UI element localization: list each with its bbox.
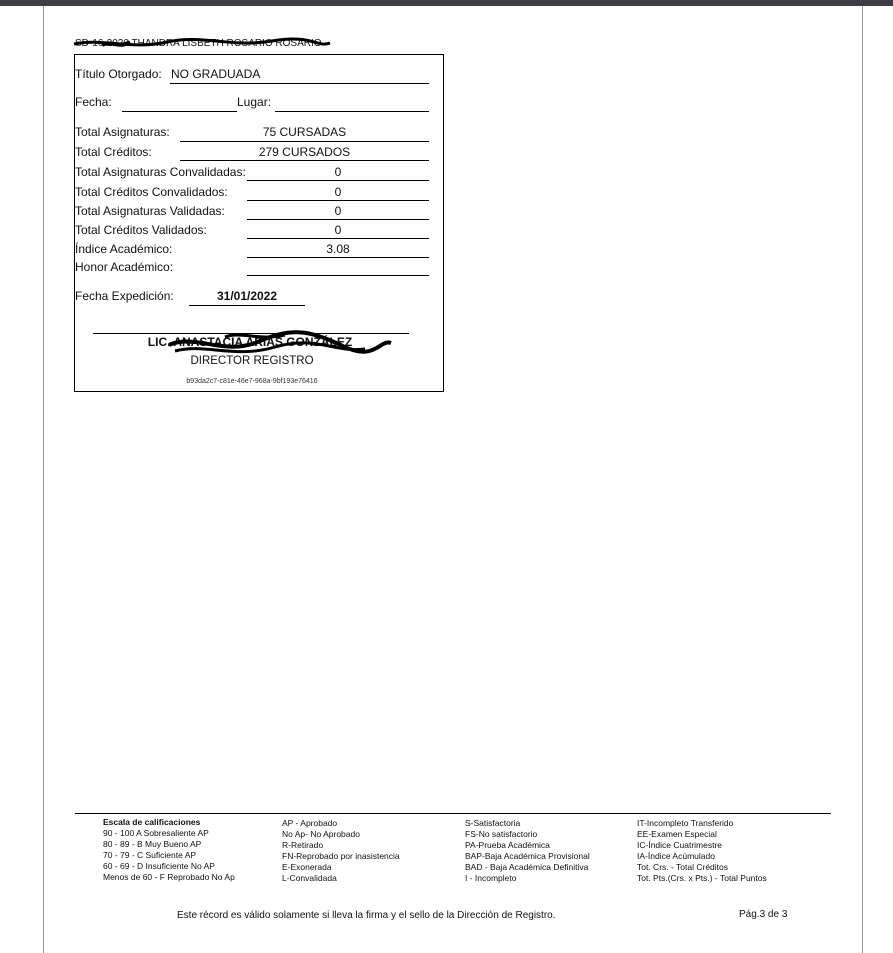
abbreviation-item: FS-No satisfactorio xyxy=(465,829,538,839)
asignaturas-convalidadas-value: 0 xyxy=(334,165,342,179)
fecha-expedicion-value: 31/01/2022 xyxy=(216,289,278,303)
abbreviation-item: E-Exonerada xyxy=(282,862,332,872)
creditos-convalidados-underline xyxy=(247,200,429,201)
abbreviation-item: No Ap- No Aprobado xyxy=(282,829,360,839)
abbreviation-item: AP - Aprobado xyxy=(282,818,338,828)
creditos-validados-underline xyxy=(247,238,429,239)
lugar-underline xyxy=(275,111,429,112)
abbreviation-item: L-Convalidada xyxy=(282,873,337,883)
abbreviation-item: IA-Índice Acúmulado xyxy=(637,851,715,861)
asignaturas-validadas-underline xyxy=(247,219,429,220)
abbreviation-item: Tot. Crs. - Total Créditos xyxy=(637,862,729,872)
creditos-convalidados-value: 0 xyxy=(334,185,342,199)
abbreviation-item: IT-Incompleto Transferido xyxy=(637,818,734,828)
abbreviation-item: EE-Examen Especial xyxy=(637,829,717,839)
titulo-value: NO GRADUADA xyxy=(171,67,261,81)
abbreviation-item: Tot. Pts.(Crs. x Pts.) - Total Puntos xyxy=(637,873,767,883)
student-id-name-line: SD-16-2020 THANDRA LISBETH ROSARIO ROSARIO xyxy=(75,38,322,49)
document-hash: b93da2c7-c81e-46e7-968a-9bf193e76416 xyxy=(186,378,318,385)
abbreviation-item: S-Satisfactoria xyxy=(465,818,521,828)
total-creditos-value: 279 CURSADOS xyxy=(258,145,351,159)
lugar-label: Lugar: xyxy=(237,95,272,109)
signer-title: DIRECTOR REGISTRO xyxy=(190,355,314,367)
fecha-expedicion-label: Fecha Expedición: xyxy=(75,289,174,303)
asignaturas-validadas-label: Total Asignaturas Validadas: xyxy=(75,204,225,218)
abbreviation-item: R-Retirado xyxy=(282,840,324,850)
abbreviation-item: BAP-Baja Académica Provisional xyxy=(465,851,590,861)
grading-scale-title: Escala de calificaciones xyxy=(103,817,201,827)
abbreviation-item: BAD - Baja Académica Definitiva xyxy=(465,862,589,872)
asignaturas-validadas-value: 0 xyxy=(334,204,342,218)
record-summary-box xyxy=(74,54,444,392)
validity-note: Este récord es válido solamente si lleva la firma y el sello de la Dirección de Registro. xyxy=(177,910,556,921)
grading-scale-item: Menos de 60 - F Reprobado No Ap xyxy=(103,872,235,882)
page-right-edge xyxy=(862,6,863,953)
creditos-validados-value: 0 xyxy=(334,223,342,237)
total-asignaturas-underline xyxy=(180,141,429,142)
signer-name: LIC. ANASTACIA ARIAS GONZÁLEZ xyxy=(147,335,353,349)
creditos-validados-label: Total Créditos Validados: xyxy=(75,223,207,237)
abbreviations-column-4 xyxy=(637,818,767,884)
abbreviations-column-2 xyxy=(282,818,400,884)
footer-divider xyxy=(75,813,831,814)
fecha-expedicion-underline xyxy=(189,305,305,306)
abbreviations-column-3 xyxy=(465,818,590,884)
total-asignaturas-value: 75 CURSADAS xyxy=(262,125,347,139)
page-number: Pág.3 de 3 xyxy=(739,909,788,920)
total-creditos-label: Total Créditos: xyxy=(75,145,152,159)
viewer-top-bar xyxy=(0,0,893,6)
total-creditos-underline xyxy=(180,160,429,161)
indice-academico-underline xyxy=(247,257,429,258)
abbreviation-item: PA-Prueba Académica xyxy=(465,840,550,850)
honor-academico-label: Honor Académico: xyxy=(75,260,174,274)
titulo-label: Título Otorgado: xyxy=(75,67,162,81)
grading-scale-item: 60 - 69 - D Insuficiente No AP xyxy=(103,861,215,871)
fecha-underline xyxy=(122,111,237,112)
creditos-convalidados-label: Total Créditos Convalidados: xyxy=(75,185,228,199)
grading-scale-item: 80 - 89 - B Muy Bueno AP xyxy=(103,839,202,849)
indice-academico-value: 3.08 xyxy=(326,242,350,256)
grading-scale-item: 90 - 100 A Sobresaliente AP xyxy=(103,828,209,838)
total-asignaturas-label: Total Asignaturas: xyxy=(75,125,170,139)
abbreviation-item: IC-Índice Cuatrimestre xyxy=(637,840,723,850)
grading-scale-item: 70 - 79 - C Suficiente AP xyxy=(103,850,197,860)
abbreviation-item: FN-Reprobado por inasistencia xyxy=(282,851,400,861)
page-left-edge xyxy=(43,6,44,953)
redaction-scribble-header xyxy=(72,36,334,52)
asignaturas-convalidadas-label: Total Asignaturas Convalidadas: xyxy=(75,165,246,179)
titulo-underline xyxy=(170,83,429,84)
grading-scale-legend xyxy=(103,817,235,883)
abbreviation-item: I - Incompleto xyxy=(465,873,517,883)
fecha-label: Fecha: xyxy=(75,95,112,109)
indice-academico-label: Índice Académico: xyxy=(75,242,173,256)
honor-academico-underline xyxy=(247,275,429,276)
asignaturas-convalidadas-underline xyxy=(247,180,429,181)
